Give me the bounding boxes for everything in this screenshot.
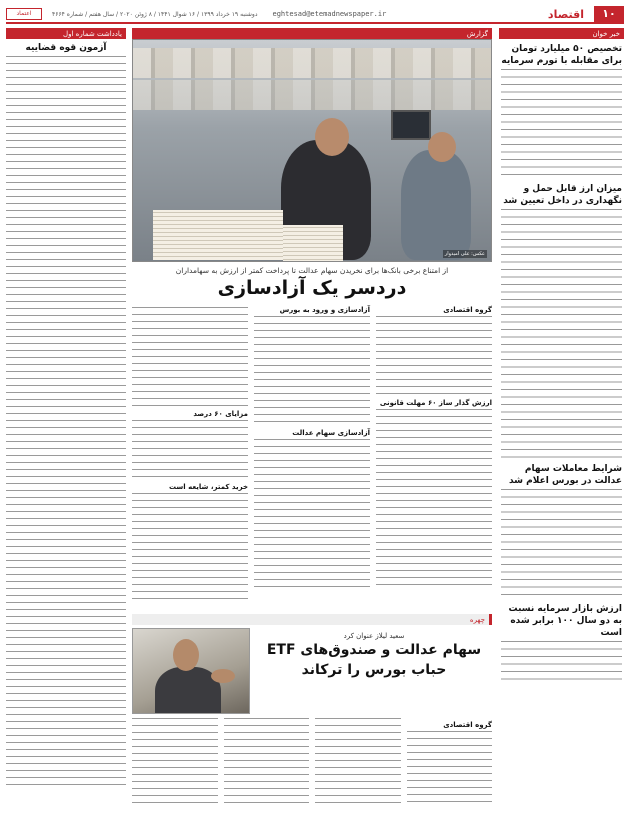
subhead: آزادسازی سهام عدالت — [292, 429, 370, 437]
bank-hall-photo — [132, 39, 492, 262]
paragraph — [407, 731, 493, 807]
story-headline: دردسر یک آزادسازی — [217, 277, 407, 299]
page-number: ۱۰ — [594, 6, 624, 22]
issue-dateline: دوشنبه ۱۹ خرداد ۱۳۹۹ / ۱۶ شوال ۱۴۴۱ / ۸ ژوئن ۲۰۲۰ / سال هفتم / شماره ۴۶۶۴ — [52, 10, 258, 18]
brief-body — [501, 209, 622, 459]
subhead: خرید کمتر، شایعه است — [168, 483, 248, 491]
news-brief-tab: خبر خوان — [499, 28, 624, 39]
interview-body — [132, 718, 492, 808]
interview-kicker: سعید لیلاز عنوان کرد — [343, 632, 405, 640]
brief-title: شرایط معاملات سهام عدالت در بورس اعلام شد — [508, 464, 622, 486]
main-story — [132, 28, 492, 814]
report-tab: گزارش — [132, 28, 492, 39]
section-name: اقتصاد — [547, 7, 584, 21]
editorial-tab: یادداشت شماره اول — [6, 28, 126, 39]
photo-credit: عکس: علی امیدوار — [444, 251, 485, 257]
editorial-column — [6, 28, 126, 814]
byline: گروه اقتصادی — [443, 721, 492, 729]
subhead: مزایای ۶۰ درصد — [193, 410, 248, 418]
story-kicker: از امتناع برخی بانک‌ها برای نخریدن سهام عدالت تا پرداخت کمتر از ارزش به سهامداران — [175, 266, 449, 275]
photo-person-customer — [401, 150, 471, 260]
photo-paper-stacks — [153, 210, 283, 260]
portrait-hand — [211, 669, 235, 683]
photo-paper-stacks — [283, 225, 343, 262]
story-body — [132, 303, 492, 611]
portrait-face — [173, 639, 199, 671]
story-text-column — [254, 303, 370, 611]
interview-text-column — [132, 718, 218, 804]
newspaper-logo: اعتماد — [6, 8, 42, 20]
subhead: آزادسازی و ورود به بورس — [279, 306, 370, 314]
photo-background-desks — [133, 48, 491, 78]
interview-tab: چهره — [132, 614, 492, 625]
interviewee-photo — [132, 628, 250, 714]
interview-text-column — [315, 718, 401, 804]
paragraph — [132, 493, 248, 603]
interview-text-column — [407, 718, 493, 808]
editorial-title: آزمون قوه قضاییه — [25, 43, 107, 53]
interview-text-column — [224, 718, 310, 804]
paragraph — [254, 316, 370, 426]
editorial-body — [6, 56, 126, 791]
brief-body — [501, 641, 622, 681]
brief-title: تخصیص ۵۰ میلیارد تومان برای مقابله با تورم سرمایه — [501, 44, 622, 66]
brief-title: میزان ارز قابل حمل و نگهداری در داخل تعیین شد — [503, 184, 622, 206]
story-text-column — [376, 303, 492, 611]
brief-body — [501, 69, 622, 179]
brief-body — [501, 489, 622, 599]
interview-header — [132, 628, 492, 714]
photo-background-desks — [133, 80, 491, 110]
byline: گروه اقتصادی — [443, 306, 492, 314]
paragraph — [376, 316, 492, 396]
subhead: ارزش گذار ساز ۶۰ مهلت قانونی — [379, 399, 492, 407]
masthead-bar — [6, 6, 624, 24]
photo-person-head — [315, 118, 349, 156]
brief-title: ارزش بازار سرمایه نسبت به دو سال ۱۰۰ برابر شده است — [508, 604, 622, 638]
photo-monitor — [391, 110, 431, 140]
paragraph — [132, 420, 248, 480]
paragraph — [254, 439, 370, 589]
news-brief-column — [499, 28, 624, 814]
interview-title-block — [256, 628, 492, 714]
paragraph — [376, 409, 492, 589]
photo-person-head — [428, 132, 456, 162]
section-email: eghtesad@etemadnewspaper.ir — [272, 10, 387, 18]
interview-title: سهام عدالت و صندوق‌های ETF حباب بورس را ترکاند — [266, 642, 482, 678]
paragraph — [132, 307, 248, 407]
story-text-column — [132, 303, 248, 611]
